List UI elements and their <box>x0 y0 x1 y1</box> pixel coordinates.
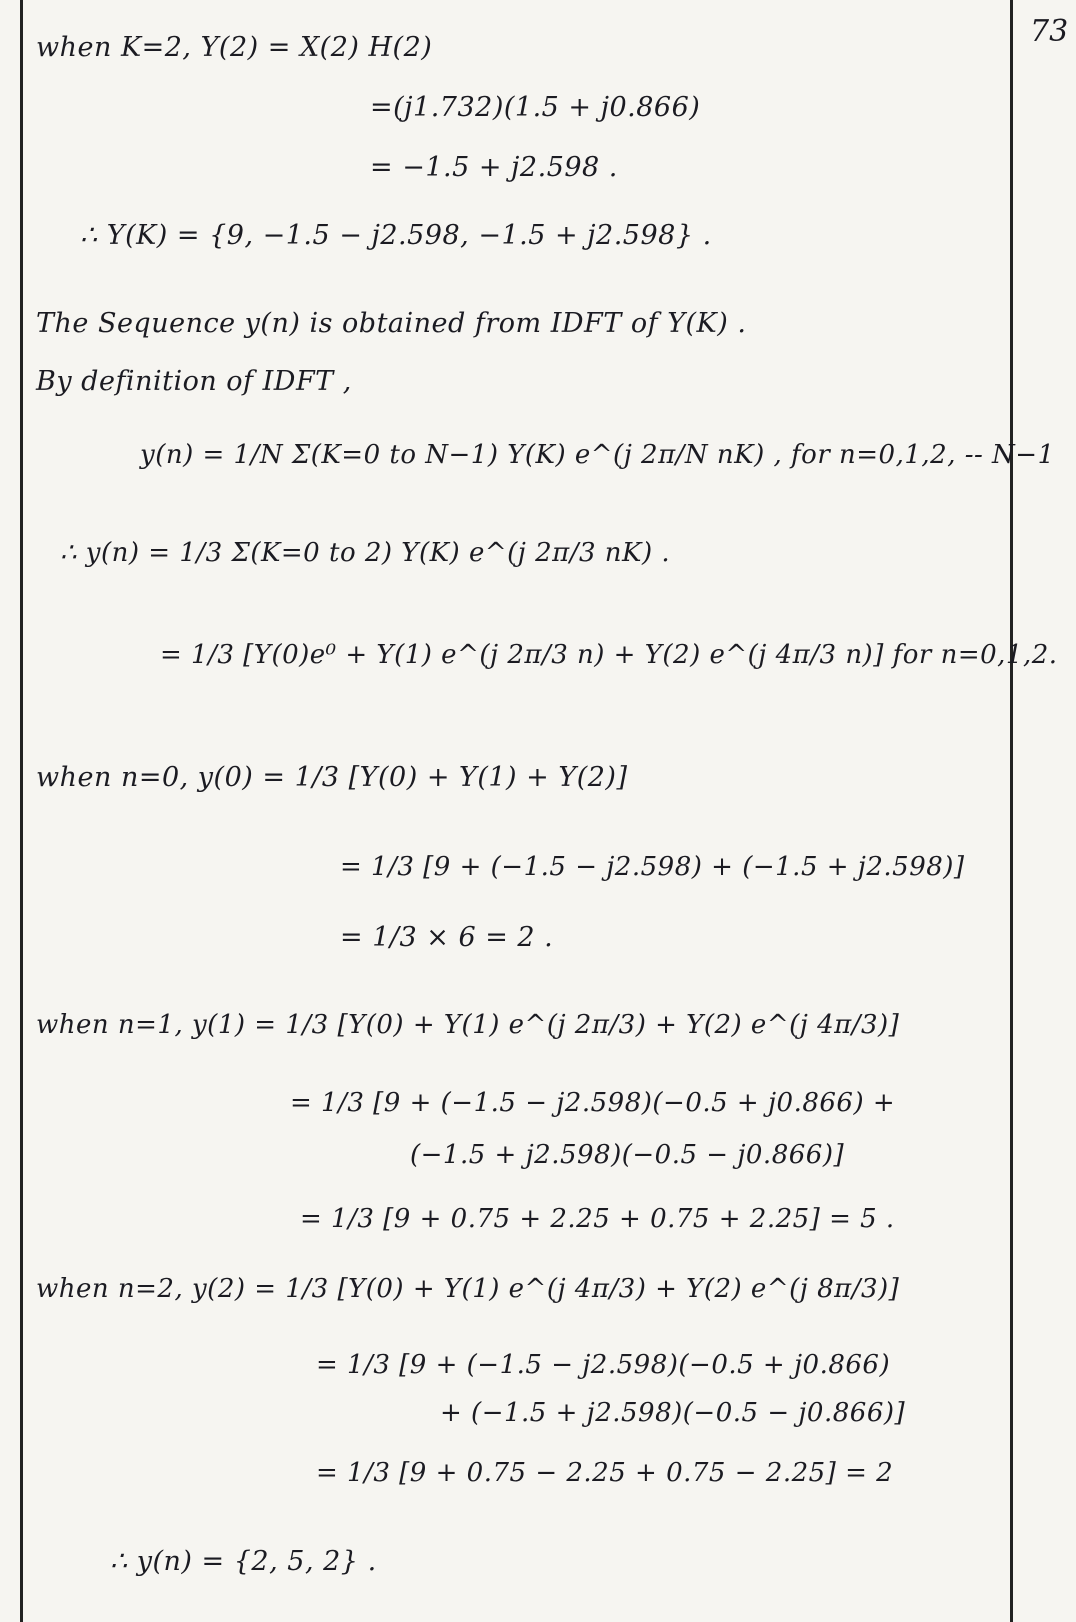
equation-line: = 1/3 [9 + 0.75 + 2.25 + 0.75 + 2.25] = 5 . <box>300 1204 895 1234</box>
right-margin-rule <box>1010 0 1013 1622</box>
equation-line: when n=0, y(0) = 1/3 [Y(0) + Y(1) + Y(2)] <box>36 762 628 793</box>
text-line: The Sequence y(n) is obtained from IDFT of Y(K) . <box>36 308 747 339</box>
equation-line: + (−1.5 + j2.598)(−0.5 − j0.866)] <box>440 1398 906 1428</box>
equation-line: = 1/3 × 6 = 2 . <box>340 922 554 953</box>
equation-line: =(j1.732)(1.5 + j0.866) <box>370 92 701 123</box>
result-line: ∴ Y(K) = {9, −1.5 − j2.598, −1.5 + j2.598} . <box>80 220 712 251</box>
equation-line: = −1.5 + j2.598 . <box>370 152 618 183</box>
idft-definition: y(n) = 1/N Σ(K=0 to N−1) Y(K) e^(j 2π/N nK) , for n=0,1,2, -- N−1 <box>140 440 1055 470</box>
text-line: By definition of IDFT , <box>36 366 352 397</box>
equation-line: (−1.5 + j2.598)(−0.5 − j0.866)] <box>410 1140 845 1170</box>
equation-line: when K=2, Y(2) = X(2) H(2) <box>36 32 433 63</box>
equation-line: = 1/3 [9 + (−1.5 − j2.598)(−0.5 + j0.866) <box>316 1350 891 1380</box>
left-margin-rule <box>20 0 23 1622</box>
equation-line: = 1/3 [9 + (−1.5 − j2.598)(−0.5 + j0.866) + <box>290 1088 896 1118</box>
final-result: ∴ y(n) = {2, 5, 2} . <box>110 1546 377 1577</box>
equation-line: when n=1, y(1) = 1/3 [Y(0) + Y(1) e^(j 2π/3) + Y(2) e^(j 4π/3)] <box>36 1010 900 1040</box>
idft-expanded: = 1/3 [Y(0)e⁰ + Y(1) e^(j 2π/3 n) + Y(2) e^(j 4π/3 n)] for n=0,1,2. <box>160 640 1058 670</box>
equation-line: = 1/3 [9 + (−1.5 − j2.598) + (−1.5 + j2.598)] <box>340 852 965 882</box>
idft-n3: ∴ y(n) = 1/3 Σ(K=0 to 2) Y(K) e^(j 2π/3 nK) . <box>60 538 671 568</box>
equation-line: when n=2, y(2) = 1/3 [Y(0) + Y(1) e^(j 4π/3) + Y(2) e^(j 8π/3)] <box>36 1274 900 1304</box>
page-number: 73 <box>1030 14 1069 49</box>
equation-line: = 1/3 [9 + 0.75 − 2.25 + 0.75 − 2.25] = 2 <box>316 1458 894 1488</box>
